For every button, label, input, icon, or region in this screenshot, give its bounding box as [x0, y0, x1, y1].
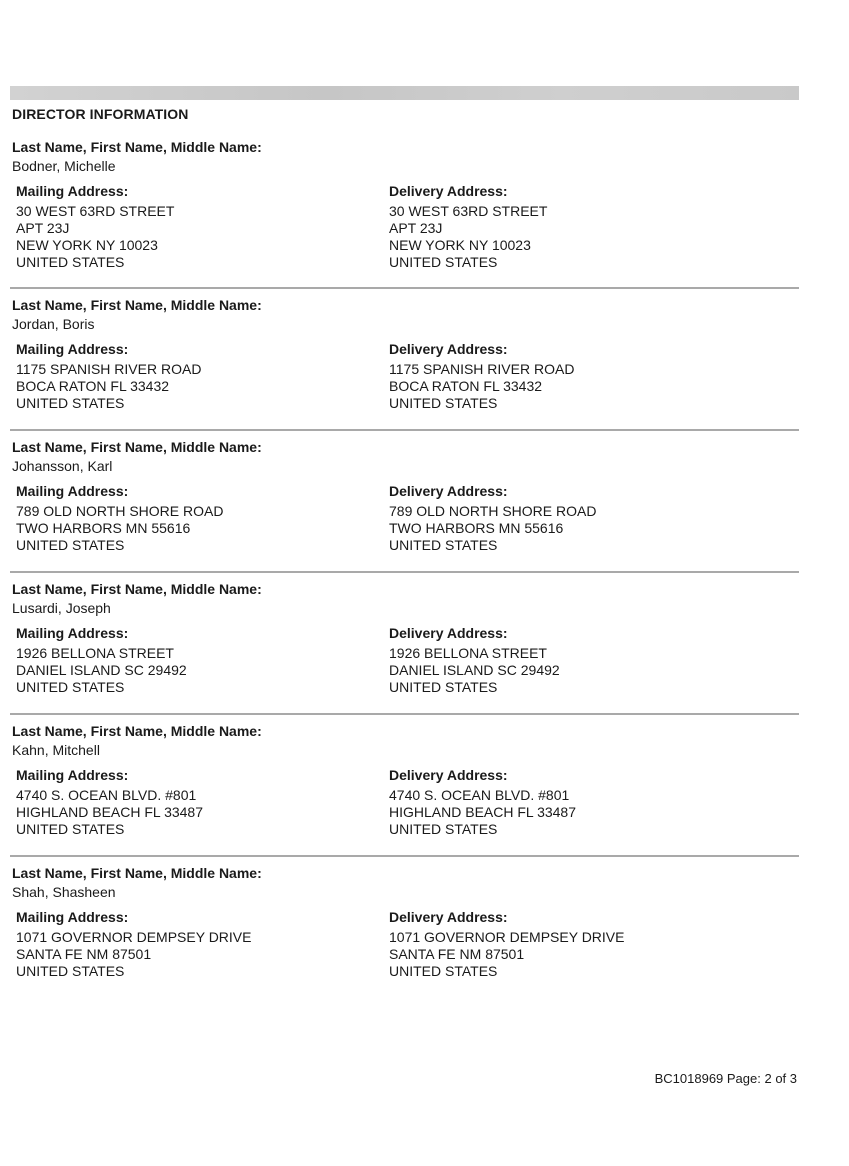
address-line: HIGHLAND BEACH FL 33487 — [389, 804, 576, 820]
address-line: BOCA RATON FL 33432 — [16, 378, 170, 394]
delivery-address — [389, 767, 576, 838]
address-line: UNITED STATES — [389, 254, 498, 270]
director-entry — [0, 715, 849, 857]
address-line: 1926 BELLONA STREET — [389, 645, 547, 661]
address-line: HIGHLAND BEACH FL 33487 — [16, 804, 203, 820]
director-name: Shah, Shasheen — [12, 884, 116, 900]
address-line: 30 WEST 63RD STREET — [389, 203, 548, 219]
mailing-address-label: Mailing Address: — [16, 909, 129, 925]
address-line: 4740 S. OCEAN BLVD. #801 — [16, 787, 197, 803]
address-line: 4740 S. OCEAN BLVD. #801 — [389, 787, 570, 803]
delivery-address — [389, 341, 574, 412]
mailing-address — [16, 625, 187, 696]
address-line: TWO HARBORS MN 55616 — [16, 520, 191, 536]
delivery-address — [389, 483, 596, 554]
address-line: UNITED STATES — [389, 821, 498, 837]
director-name: Lusardi, Joseph — [12, 600, 111, 616]
address-line: 1926 BELLONA STREET — [16, 645, 174, 661]
address-line: UNITED STATES — [389, 679, 498, 695]
delivery-address-label: Delivery Address: — [389, 625, 508, 641]
address-line: UNITED STATES — [389, 395, 498, 411]
address-line: UNITED STATES — [16, 821, 125, 837]
name-label: Last Name, First Name, Middle Name: — [12, 297, 262, 313]
director-entry — [0, 289, 849, 431]
mailing-address-label: Mailing Address: — [16, 183, 129, 199]
director-name: Bodner, Michelle — [12, 158, 116, 174]
address-line: APT 23J — [389, 220, 443, 236]
address-line: NEW YORK NY 10023 — [389, 237, 531, 253]
mailing-address — [16, 909, 251, 980]
delivery-address — [389, 909, 624, 980]
address-line: TWO HARBORS MN 55616 — [389, 520, 564, 536]
delivery-address — [389, 625, 560, 696]
name-label: Last Name, First Name, Middle Name: — [12, 865, 262, 881]
delivery-address-label: Delivery Address: — [389, 183, 508, 199]
address-line: APT 23J — [16, 220, 70, 236]
address-line: UNITED STATES — [16, 963, 125, 979]
delivery-address-label: Delivery Address: — [389, 483, 508, 499]
name-label: Last Name, First Name, Middle Name: — [12, 139, 262, 155]
address-line: 30 WEST 63RD STREET — [16, 203, 175, 219]
address-line: 1175 SPANISH RIVER ROAD — [389, 361, 575, 377]
address-line: 1071 GOVERNOR DEMPSEY DRIVE — [16, 929, 252, 945]
address-line: UNITED STATES — [389, 963, 498, 979]
address-line: SANTA FE NM 87501 — [16, 946, 152, 962]
mailing-address-label: Mailing Address: — [16, 341, 129, 357]
address-line: UNITED STATES — [16, 254, 125, 270]
mailing-address — [16, 341, 201, 412]
address-line: 789 OLD NORTH SHORE ROAD — [16, 503, 224, 519]
director-entry — [0, 431, 849, 573]
address-line: 789 OLD NORTH SHORE ROAD — [389, 503, 597, 519]
address-line: UNITED STATES — [16, 537, 125, 553]
director-name: Johansson, Karl — [12, 458, 113, 474]
mailing-address-label: Mailing Address: — [16, 625, 129, 641]
address-line: SANTA FE NM 87501 — [389, 946, 525, 962]
section-title: DIRECTOR INFORMATION — [12, 106, 189, 122]
mailing-address — [16, 183, 174, 271]
name-label: Last Name, First Name, Middle Name: — [12, 439, 262, 455]
address-line: 1175 SPANISH RIVER ROAD — [16, 361, 202, 377]
address-line: UNITED STATES — [389, 537, 498, 553]
address-line: UNITED STATES — [16, 679, 125, 695]
mailing-address-label: Mailing Address: — [16, 767, 129, 783]
section-header-bar — [10, 86, 799, 100]
delivery-address-label: Delivery Address: — [389, 341, 508, 357]
page-footer: BC1018969 Page: 2 of 3 — [654, 1071, 797, 1086]
mailing-address — [16, 767, 203, 838]
address-line: BOCA RATON FL 33432 — [389, 378, 543, 394]
address-line: DANIEL ISLAND SC 29492 — [16, 662, 187, 678]
delivery-address — [389, 183, 547, 271]
mailing-address-label: Mailing Address: — [16, 483, 129, 499]
mailing-address — [16, 483, 223, 554]
address-line: NEW YORK NY 10023 — [16, 237, 158, 253]
address-line: UNITED STATES — [16, 395, 125, 411]
director-entry — [0, 573, 849, 715]
name-label: Last Name, First Name, Middle Name: — [12, 723, 262, 739]
address-line: DANIEL ISLAND SC 29492 — [389, 662, 560, 678]
director-name: Kahn, Mitchell — [12, 742, 100, 758]
director-name: Jordan, Boris — [12, 316, 95, 332]
name-label: Last Name, First Name, Middle Name: — [12, 581, 262, 597]
address-line: 1071 GOVERNOR DEMPSEY DRIVE — [389, 929, 625, 945]
delivery-address-label: Delivery Address: — [389, 767, 508, 783]
director-entry — [0, 131, 849, 289]
delivery-address-label: Delivery Address: — [389, 909, 508, 925]
director-entry — [0, 857, 849, 999]
director-list — [0, 131, 849, 999]
